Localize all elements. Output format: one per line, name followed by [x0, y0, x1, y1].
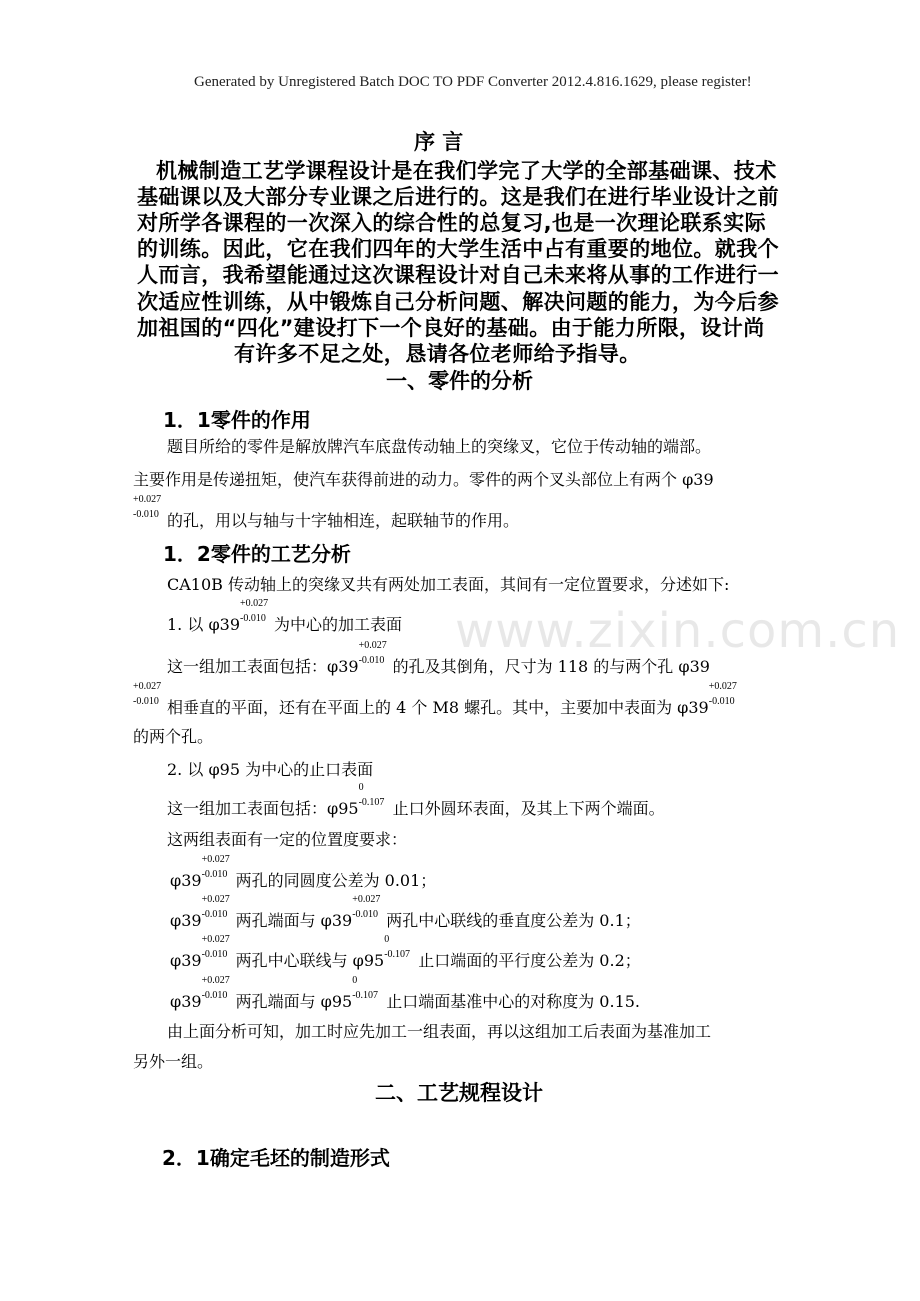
tolerance-phi39: +0.027 -0.010 — [133, 494, 162, 520]
subsection-title: 2．1确定毛坯的制造形式 — [162, 1146, 390, 1170]
converter-banner: Generated by Unregistered Batch DOC TO PDF Converter 2012.4.816.1629, please register! — [194, 74, 752, 90]
requirement-line: φ39 +0.027 -0.010 两孔端面与 φ95 0 -0.107 止口端面基准中心的对称度为 0.15. — [170, 975, 641, 1011]
tolerance-phi95: 0 -0.107 — [384, 934, 411, 960]
section-title: 一、零件的分析 — [386, 369, 533, 393]
preface-line: 对所学各课程的一次深入的综合性的总复习,也是一次理论联系实际 — [137, 211, 766, 235]
paragraph-line: 的两个孔。 — [133, 727, 214, 746]
list-item: 2. 以 φ95 为中心的止口表面 — [167, 760, 374, 779]
paragraph-line: 题目所给的零件是解放牌汽车底盘传动轴上的突缘叉，它位于传动轴的端部。 — [167, 437, 712, 456]
paragraph-line: 主要作用是传递扭矩，使汽车获得前进的动力。零件的两个叉头部位上有两个 φ39 — [133, 470, 714, 489]
tolerance-phi95: 0 -0.107 — [352, 975, 379, 1001]
tolerance-phi39: +0.027 -0.010 — [708, 681, 737, 707]
paragraph-line: 这一组加工表面包括：φ39 +0.027 -0.010 的孔及其倒角，尺寸为 118 的与两个孔 φ39 — [167, 640, 710, 676]
requirement-line: φ39 +0.027 -0.010 两孔的同圆度公差为 0.01； — [170, 854, 437, 890]
tolerance-phi39: +0.027 -0.010 — [201, 854, 230, 880]
preface-title: 序 言 — [414, 130, 464, 154]
subsection-title: 1．2零件的工艺分析 — [163, 542, 351, 566]
tolerance-phi39: +0.027 -0.010 — [352, 894, 381, 920]
tolerance-phi39: +0.027 -0.010 — [358, 640, 387, 666]
preface-line: 次适应性训练，从中锻炼自己分析问题、解决问题的能力，为今后参 — [137, 290, 779, 314]
preface-line: 机械制造工艺学课程设计是在我们学完了大学的全部基础课、技术 — [156, 159, 777, 183]
preface-line: 的训练。因此，它在我们四年的大学生活中占有重要的地位。就我个 — [137, 237, 779, 261]
tolerance-phi95: 0 -0.107 — [358, 782, 385, 808]
site-watermark: www.zixin.com.cn — [455, 603, 901, 659]
subsection-title: 1．1零件的作用 — [163, 408, 311, 432]
tolerance-phi39: +0.027 -0.010 — [201, 894, 230, 920]
preface-line: 人而言，我希望能通过这次课程设计对自己未来将从事的工作进行一 — [137, 263, 779, 287]
preface-line: 加祖国的“四化”建设打下一个良好的基础。由于能力所限，设计尚 — [137, 316, 765, 340]
paragraph-line: 另外一组。 — [133, 1052, 214, 1071]
tolerance-phi39: +0.027 -0.010 — [240, 598, 269, 624]
preface-line: 有许多不足之处，恳请各位老师给予指导。 — [234, 342, 641, 366]
tolerance-phi39: +0.027 -0.010 — [201, 934, 230, 960]
paragraph-line: CA10B 传动轴上的突缘叉共有两处加工表面，其间有一定位置要求，分述如下: — [167, 575, 730, 594]
paragraph-line: +0.027 -0.010 的孔，用以与轴与十字轴相连，起联轴节的作用。 — [133, 494, 520, 530]
list-item: 1. 以 φ39 +0.027 -0.010 为中心的加工表面 — [167, 598, 403, 634]
tolerance-phi39: +0.027 -0.010 — [201, 975, 230, 1001]
tolerance-phi39: +0.027 -0.010 — [133, 681, 162, 707]
requirement-line: φ39 +0.027 -0.010 两孔端面与 φ39 +0.027 -0.010 两孔中心联线的垂直度公差为 0.1； — [170, 894, 641, 930]
paragraph-line: +0.027 -0.010 相垂直的平面，还有在平面上的 4 个 M8 螺孔。其中，主要加中表面为 φ39 +0.027 -0.010 — [133, 695, 743, 718]
paragraph-line: 这两组表面有一定的位置度要求： — [167, 830, 408, 849]
preface-line: 基础课以及大部分专业课之后进行的。这是我们在进行毕业设计之前 — [137, 185, 779, 209]
paragraph-line: 这一组加工表面包括：φ95 0 -0.107 止口外圆环表面，及其上下两个端面。 — [167, 782, 665, 818]
requirement-line: φ39 +0.027 -0.010 两孔中心联线与 φ95 0 -0.107 止口端面的平行度公差为 0.2； — [170, 934, 641, 970]
section-title: 二、工艺规程设计 — [375, 1081, 543, 1105]
paragraph-line: 由上面分析可知，加工时应先加工一组表面，再以这组加工后表面为基准加工 — [167, 1022, 712, 1041]
